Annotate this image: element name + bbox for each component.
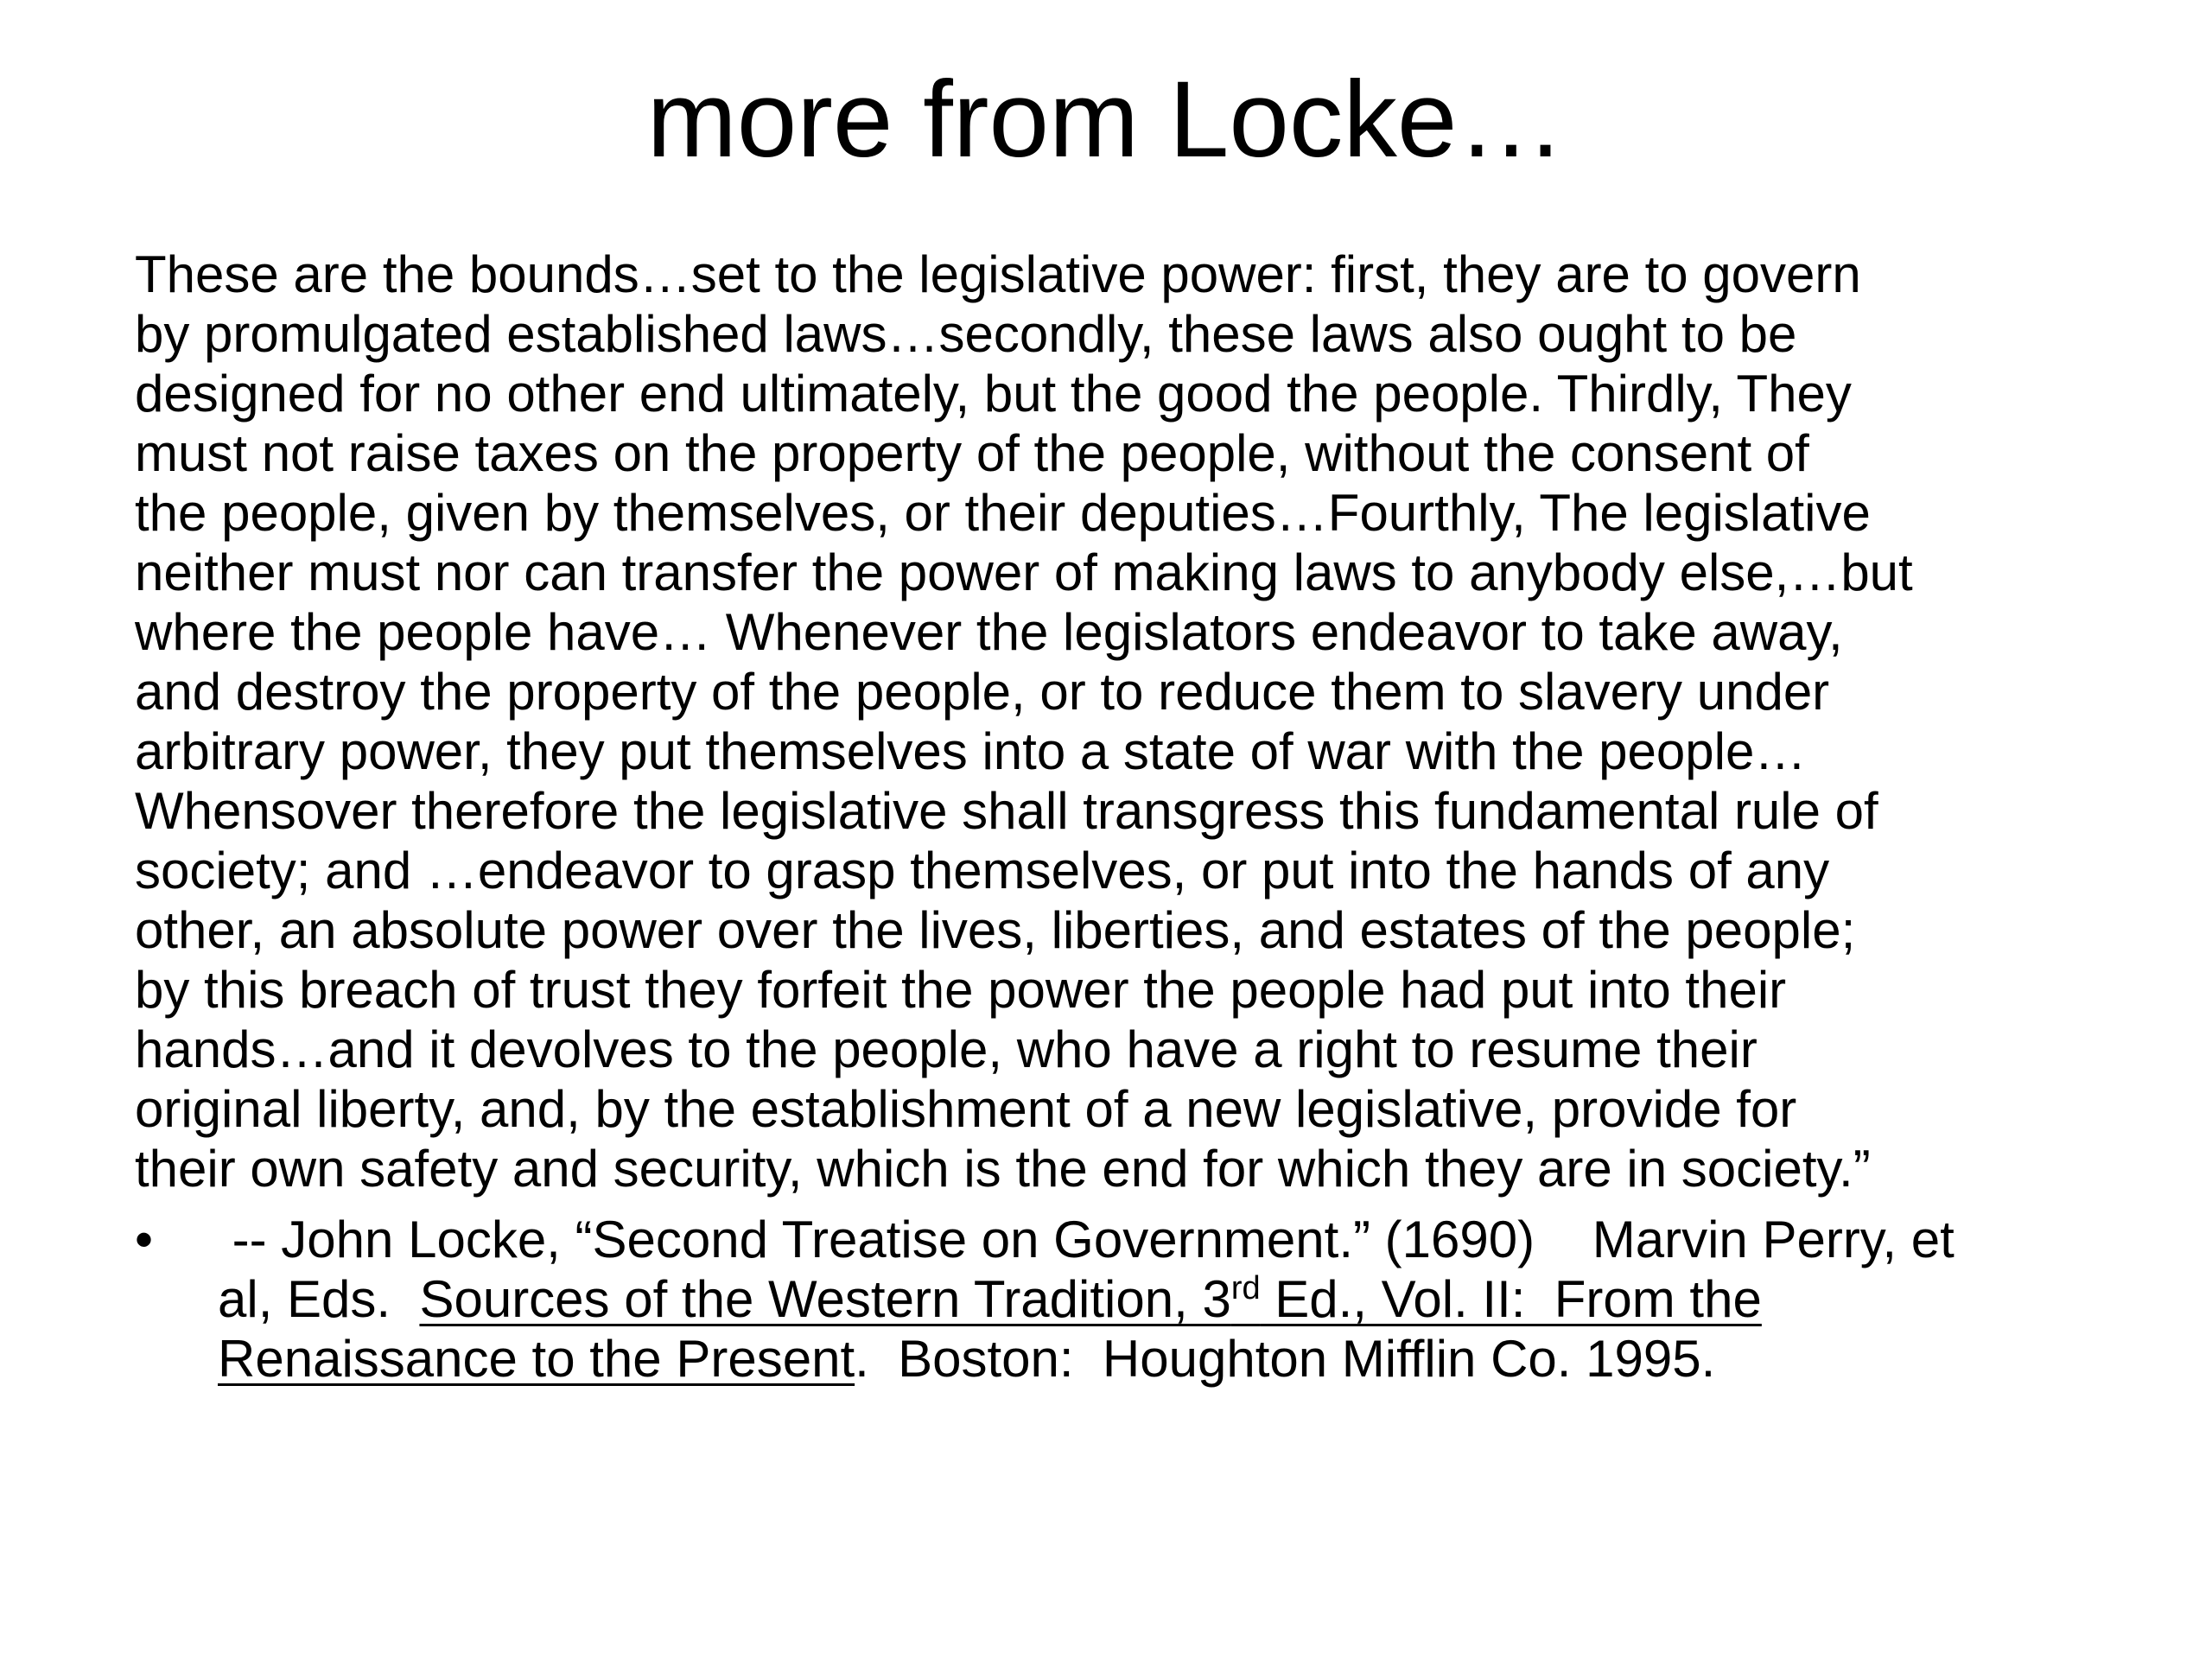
book-title-text: Ed., Vol. II: From the xyxy=(1260,1270,1762,1328)
citation xyxy=(135,1210,2105,1389)
quote-line: original liberty, and, by the establishment of a new legislative, provide for xyxy=(135,1080,1797,1138)
citation-line-1: -- John Locke, “Second Treatise on Government.” (1690) Marvin Perry, et xyxy=(218,1211,1955,1268)
book-title-part-1 xyxy=(419,1270,1761,1328)
quote-line: Whensover therefore the legislative shall transgress this fundamental rule of xyxy=(135,782,1878,840)
citation-editors: al, Eds. xyxy=(218,1270,420,1328)
quote-line: society; and …endeavor to grasp themselves, or put into the hands of any xyxy=(135,842,1830,899)
quote-line: designed for no other end ultimately, but the good the people. Thirdly, They xyxy=(135,365,1852,423)
citation-publisher: . Boston: Houghton Mifflin Co. 1995. xyxy=(855,1330,1716,1388)
quote-line: These are the bounds…set to the legislative power: first, they are to govern xyxy=(135,245,1861,303)
quote-line: their own safety and security, which is the end for which they are in society.” xyxy=(135,1140,1871,1198)
book-title-part-2: Renaissance to the Present xyxy=(218,1330,855,1388)
citation-text xyxy=(218,1210,2105,1389)
quote-line: by promulgated established laws…secondly, these laws also ought to be xyxy=(135,305,1797,363)
quote-line: the people, given by themselves, or their deputies…Fourthly, The legislative xyxy=(135,484,1871,542)
quote-line: where the people have… Whenever the legislators endeavor to take away, xyxy=(135,603,1843,661)
citation-line-3 xyxy=(218,1329,2105,1389)
citation-line-2 xyxy=(218,1269,2105,1329)
quote-line: must not raise taxes on the property of the people, without the consent of xyxy=(135,424,1809,482)
quote-line: arbitrary power, they put themselves into a state of war with the people… xyxy=(135,722,1807,780)
locke-quote xyxy=(135,245,2105,1198)
quote-line: hands…and it devolves to the people, who have a right to resume their xyxy=(135,1020,1758,1078)
quote-line: by this breach of trust they forfeit the power the people had put into their xyxy=(135,961,1787,1019)
quote-line: other, an absolute power over the lives, liberties, and estates of the people; xyxy=(135,901,1856,959)
slide-title: more from Locke… xyxy=(646,60,1566,180)
bullet-icon: • xyxy=(135,1211,154,1268)
quote-line: neither must nor can transfer the power of making laws to anybody else,…but xyxy=(135,543,1913,601)
book-title-text: Sources of the Western Tradition, 3 xyxy=(419,1270,1231,1328)
quote-line: and destroy the property of the people, or to reduce them to slavery under xyxy=(135,663,1830,721)
ordinal-superscript: rd xyxy=(1230,1270,1261,1306)
